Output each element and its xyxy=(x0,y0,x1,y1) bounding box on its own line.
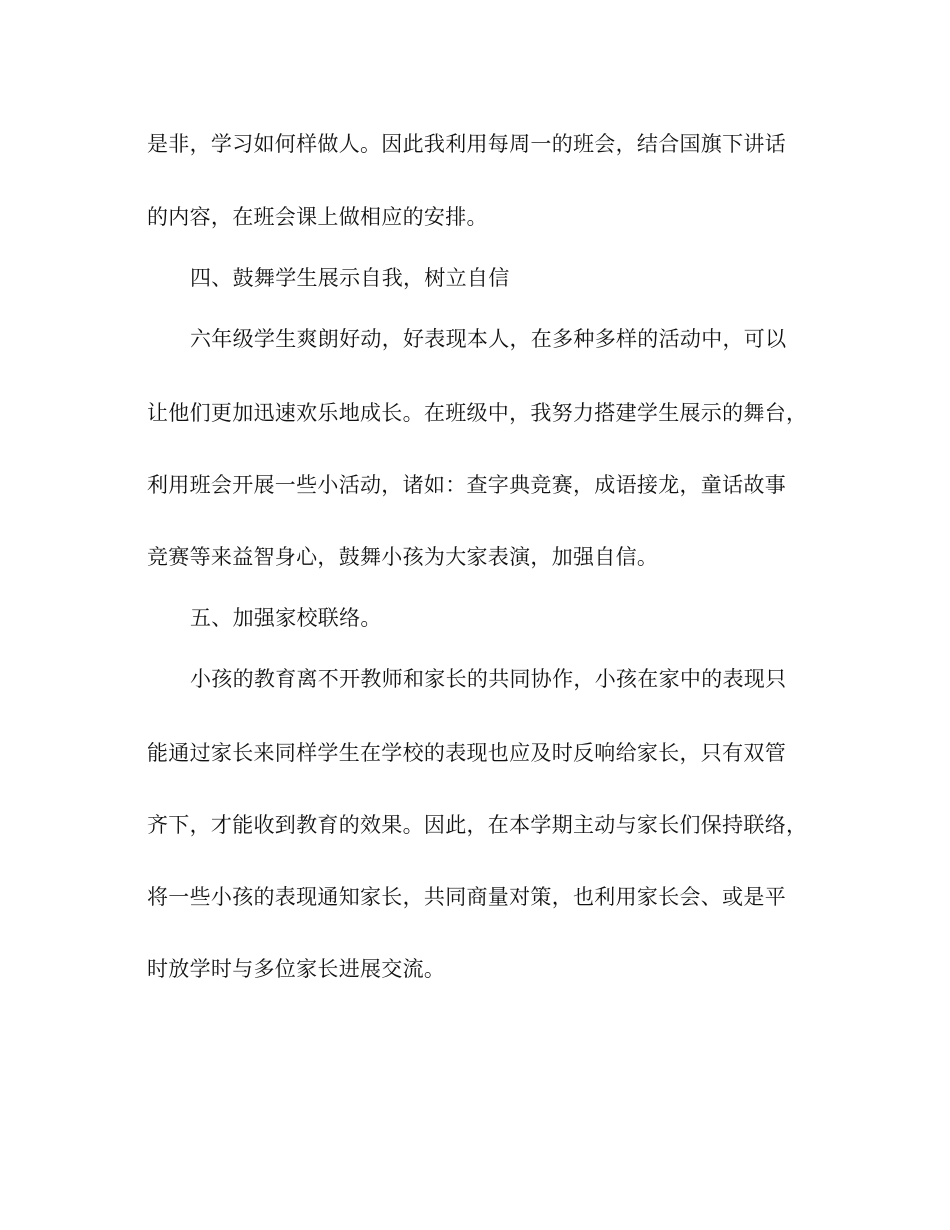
paragraph-line: 六年级学生爽朗好动，好表现本人，在多种多样的活动中，可以 xyxy=(190,327,787,351)
paragraph-line: 齐下，才能收到教育的效果。因此，在本学期主动与家长们保持联络， xyxy=(147,813,808,837)
paragraph-line: 将一些小孩的表现通知家长，共同商量对策，也利用家长会、或是平 xyxy=(147,885,786,909)
paragraph-line: 让他们更加迅速欢乐地成长。在班级中，我努力搭建学生展示的舞台， xyxy=(147,401,808,425)
section-heading: 四、鼓舞学生展示自我，树立自信 xyxy=(190,266,510,290)
paragraph-line: 竞赛等来益智身心，鼓舞小孩为大家表演，加强自信。 xyxy=(147,545,659,569)
paragraph-line: 的内容，在班会课上做相应的安排。 xyxy=(147,205,488,229)
section-heading: 五、加强家校联络。 xyxy=(190,606,382,630)
paragraph-line: 是非，学习如何样做人。因此我利用每周一的班会，结合国旗下讲话 xyxy=(147,132,786,156)
paragraph-line: 能通过家长来同样学生在学校的表现也应及时反响给家长，只有双管 xyxy=(147,741,786,765)
paragraph-line: 时放学时与多位家长进展交流。 xyxy=(147,957,446,981)
paragraph-line: 小孩的教育离不开教师和家长的共同协作，小孩在家中的表现只 xyxy=(190,667,787,691)
paragraph-line: 利用班会开展一些小活动，诸如：查字典竞赛，成语接龙，童话故事 xyxy=(147,473,786,497)
